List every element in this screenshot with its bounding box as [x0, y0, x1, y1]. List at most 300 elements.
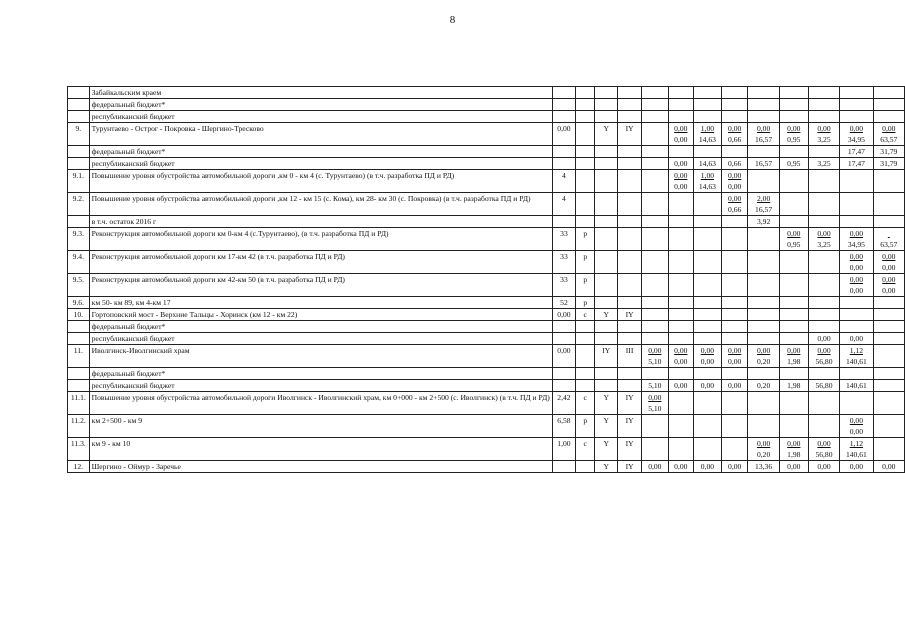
value-cell	[595, 274, 618, 297]
amount-value: 3,25	[817, 240, 831, 249]
value-cell	[873, 193, 904, 216]
description-cell: Гортоповский мост - Верхние Тальцы - Хоринск (км 12 - км 22)	[89, 309, 552, 321]
value-cell	[668, 392, 693, 415]
value-cell: 6,58	[552, 415, 575, 438]
value-cell	[721, 87, 748, 99]
planned-value: 0,00	[817, 439, 831, 448]
table-row	[68, 297, 905, 309]
value-cell	[642, 170, 669, 193]
value-cell	[808, 368, 839, 380]
value-cell	[693, 368, 721, 380]
amount-value: 5,10	[648, 404, 662, 413]
value-cell: с	[576, 309, 595, 321]
value-cell	[642, 123, 669, 146]
value-cell	[808, 251, 839, 274]
value-cell: 0,00	[552, 123, 575, 146]
value-cell	[873, 333, 904, 345]
description-cell: федеральный бюджет*	[89, 146, 552, 158]
value-cell	[595, 158, 618, 170]
table-row	[68, 228, 905, 251]
value-cell: 0,00	[668, 461, 693, 473]
planned-value: 1,00	[700, 124, 715, 133]
value-cell	[748, 193, 779, 216]
value-cell	[595, 251, 618, 274]
value-cell	[595, 321, 618, 333]
value-cell	[618, 321, 642, 333]
value-cell: 3,92	[748, 216, 779, 228]
value-cell	[552, 87, 575, 99]
roads-financing-table	[67, 86, 905, 473]
row-number-cell	[68, 380, 90, 392]
description-cell: Повышение уровня обустройства автомобильной дороги ,км 12 - км 15 (с. Кома), км 28- км 30 (с. Покровка) (в т.ч. разработка ПД и РД)	[89, 193, 552, 216]
value-cell	[576, 216, 595, 228]
description-cell: Повышение уровня обустройства автомобильной дороги ,км 0 - км 4 (с. Турунтаево) (в т.ч. разработка ПД и РД)	[89, 170, 552, 193]
value-cell	[668, 438, 693, 461]
value-cell	[552, 99, 575, 111]
value-cell	[642, 274, 669, 297]
amount-value: 34,95	[847, 240, 865, 249]
table-row	[68, 216, 905, 228]
value-cell	[840, 251, 874, 274]
value-cell	[748, 228, 779, 251]
value-cell	[748, 309, 779, 321]
amount-value: 63,57	[880, 135, 898, 144]
table-row	[68, 123, 905, 146]
value-cell	[576, 333, 595, 345]
value-cell	[642, 345, 669, 368]
value-cell	[748, 123, 779, 146]
amount-value: 5,10	[648, 357, 662, 366]
value-cell: 0,00	[808, 461, 839, 473]
value-cell	[595, 146, 618, 158]
value-cell	[668, 123, 693, 146]
value-cell: с	[576, 392, 595, 415]
value-cell	[693, 415, 721, 438]
value-cell	[721, 274, 748, 297]
value-cell	[668, 309, 693, 321]
description-cell: республиканский бюджет	[89, 158, 552, 170]
value-cell	[808, 274, 839, 297]
value-cell: р	[576, 297, 595, 309]
amount-value: 0,00	[728, 357, 742, 366]
value-cell	[595, 297, 618, 309]
planned-value: 0,00	[728, 124, 742, 133]
planned-value: 0,00	[849, 229, 864, 238]
value-cell	[693, 251, 721, 274]
row-number-cell: 9.5.	[68, 274, 90, 297]
amount-value: 0,00	[849, 263, 864, 272]
value-cell	[808, 392, 839, 415]
planned-value: 0,00	[787, 346, 801, 355]
value-cell: 17,47	[840, 158, 874, 170]
value-cell: 4	[552, 170, 575, 193]
value-cell	[693, 345, 721, 368]
value-cell: 56,80	[808, 380, 839, 392]
value-cell	[721, 99, 748, 111]
value-cell: IY	[618, 392, 642, 415]
value-cell	[618, 158, 642, 170]
value-cell: 0,00	[668, 158, 693, 170]
value-cell	[642, 146, 669, 158]
value-cell	[721, 309, 748, 321]
value-cell	[873, 297, 904, 309]
row-number-cell: 9.3.	[68, 228, 90, 251]
value-cell	[668, 415, 693, 438]
table-row	[68, 274, 905, 297]
planned-value: 0,00	[882, 124, 896, 133]
value-cell: 0,66	[721, 158, 748, 170]
value-cell: 4	[552, 193, 575, 216]
value-cell	[668, 228, 693, 251]
value-cell	[779, 99, 808, 111]
amount-value: 14,63	[698, 182, 716, 191]
planned-value: 1,12	[849, 346, 864, 355]
value-cell	[721, 111, 748, 123]
value-cell	[552, 368, 575, 380]
amount-value: 1,98	[787, 357, 801, 366]
value-cell	[618, 297, 642, 309]
value-cell	[693, 111, 721, 123]
table-row	[68, 193, 905, 216]
value-cell	[779, 345, 808, 368]
page-number: 8	[449, 14, 456, 26]
value-cell	[595, 99, 618, 111]
value-cell	[840, 87, 874, 99]
value-cell: с	[576, 438, 595, 461]
value-cell	[840, 297, 874, 309]
value-cell	[779, 392, 808, 415]
value-cell: 31,79	[873, 146, 904, 158]
value-cell	[595, 193, 618, 216]
value-cell	[642, 333, 669, 345]
value-cell	[595, 368, 618, 380]
value-cell	[668, 345, 693, 368]
value-cell	[873, 274, 904, 297]
table-row	[68, 146, 905, 158]
value-cell	[840, 111, 874, 123]
value-cell	[779, 111, 808, 123]
value-cell	[748, 111, 779, 123]
amount-value: 140,61	[845, 450, 867, 459]
value-cell: 0,00	[642, 461, 669, 473]
value-cell	[748, 99, 779, 111]
planned-value: 0,00	[849, 416, 864, 425]
row-number-cell: 11.1.	[68, 392, 90, 415]
amount-value: 16,57	[755, 135, 773, 144]
value-cell: 0,00	[873, 461, 904, 473]
table-row	[68, 380, 905, 392]
value-cell	[808, 345, 839, 368]
value-cell: р	[576, 251, 595, 274]
planned-value: 0,00	[787, 229, 801, 238]
row-number-cell: 11.	[68, 345, 90, 368]
value-cell	[779, 123, 808, 146]
value-cell	[840, 368, 874, 380]
table-row	[68, 309, 905, 321]
description-cell: Повышение уровня обустройства автомобильной дороги Иволгинск - Иволгинский храм, км 0+000 - км 2+500 (с. Иволгинск) (в т.ч. ПД и РД)	[89, 392, 552, 415]
value-cell	[642, 87, 669, 99]
planned-value: 0,00	[700, 346, 715, 355]
amount-value: 1,98	[787, 450, 801, 459]
value-cell	[840, 415, 874, 438]
value-cell	[873, 228, 904, 251]
value-cell	[642, 158, 669, 170]
value-cell	[618, 216, 642, 228]
amount-value: 0,00	[674, 182, 688, 191]
value-cell	[840, 123, 874, 146]
planned-value: 0,00	[756, 124, 771, 133]
value-cell	[748, 321, 779, 333]
value-cell: Y	[595, 392, 618, 415]
value-cell	[840, 170, 874, 193]
amount-value: 56,80	[815, 450, 833, 459]
value-cell	[668, 274, 693, 297]
value-cell	[873, 380, 904, 392]
value-cell: Y	[595, 123, 618, 146]
row-number-cell	[68, 158, 90, 170]
value-cell	[618, 228, 642, 251]
description-cell: федеральный бюджет*	[89, 321, 552, 333]
value-cell: IY	[618, 461, 642, 473]
value-cell: 0,00	[693, 461, 721, 473]
value-cell	[576, 170, 595, 193]
amount-value: 0,66	[728, 205, 742, 214]
row-number-cell: 9.	[68, 123, 90, 146]
planned-value: 0,00	[728, 171, 742, 180]
table-row	[68, 345, 905, 368]
value-cell	[693, 309, 721, 321]
value-cell	[618, 170, 642, 193]
table-row	[68, 99, 905, 111]
value-cell: 33	[552, 228, 575, 251]
row-number-cell	[68, 333, 90, 345]
table-row	[68, 438, 905, 461]
table-row	[68, 251, 905, 274]
value-cell	[748, 345, 779, 368]
value-cell	[779, 333, 808, 345]
value-cell	[808, 123, 839, 146]
value-cell	[693, 170, 721, 193]
table-row	[68, 368, 905, 380]
value-cell	[668, 333, 693, 345]
planned-value: 1,00	[700, 171, 715, 180]
value-cell	[748, 251, 779, 274]
description-cell: республиканский бюджет	[89, 333, 552, 345]
amount-value: 0,00	[674, 135, 688, 144]
amount-value: 0,95	[787, 240, 801, 249]
value-cell	[618, 333, 642, 345]
value-cell	[721, 333, 748, 345]
value-cell	[808, 87, 839, 99]
value-cell: 14,63	[693, 158, 721, 170]
value-cell	[693, 333, 721, 345]
value-cell	[808, 438, 839, 461]
row-number-cell	[68, 99, 90, 111]
amount-value: 63,57	[880, 240, 898, 249]
value-cell	[721, 228, 748, 251]
amount-value: 16,57	[755, 205, 773, 214]
value-cell	[779, 170, 808, 193]
value-cell: III	[618, 345, 642, 368]
value-cell	[552, 333, 575, 345]
value-cell	[721, 345, 748, 368]
description-cell: республиканский бюджет	[89, 380, 552, 392]
description-cell: Реконструкция автомобильной дороги км 17-км 42 (в т.ч. разработка ПД и РД)	[89, 251, 552, 274]
value-cell	[693, 438, 721, 461]
value-cell	[595, 170, 618, 193]
value-cell	[668, 87, 693, 99]
row-number-cell	[68, 368, 90, 380]
value-cell: 0,00	[840, 333, 874, 345]
value-cell	[576, 111, 595, 123]
value-cell	[642, 297, 669, 309]
value-cell	[779, 321, 808, 333]
value-cell	[873, 415, 904, 438]
value-cell: р	[576, 228, 595, 251]
value-cell	[721, 438, 748, 461]
value-cell	[721, 193, 748, 216]
value-cell	[721, 415, 748, 438]
value-cell	[779, 87, 808, 99]
value-cell	[840, 193, 874, 216]
planned-value: 0,00	[674, 346, 688, 355]
planned-value: 0,00	[787, 124, 801, 133]
value-cell	[668, 297, 693, 309]
table-row	[68, 461, 905, 473]
value-cell	[748, 392, 779, 415]
amount-value: 0,00	[882, 263, 896, 272]
value-cell	[721, 216, 748, 228]
value-cell	[721, 123, 748, 146]
amount-value: 14,63	[698, 135, 716, 144]
value-cell	[642, 392, 669, 415]
amount-value: 0,00	[849, 427, 864, 436]
value-cell	[873, 392, 904, 415]
value-cell: 0,00	[552, 309, 575, 321]
value-cell	[552, 461, 575, 473]
value-cell: 0,00	[721, 461, 748, 473]
value-cell: 0,00	[693, 380, 721, 392]
value-cell	[595, 228, 618, 251]
value-cell	[693, 99, 721, 111]
value-cell: 0,00	[721, 380, 748, 392]
value-cell	[840, 345, 874, 368]
value-cell	[576, 321, 595, 333]
value-cell	[595, 111, 618, 123]
value-cell: 52	[552, 297, 575, 309]
planned-value: 0,00	[817, 124, 831, 133]
value-cell	[748, 87, 779, 99]
value-cell	[668, 146, 693, 158]
value-cell	[840, 321, 874, 333]
value-cell	[721, 368, 748, 380]
value-cell	[576, 461, 595, 473]
value-cell	[642, 228, 669, 251]
value-cell	[779, 368, 808, 380]
value-cell	[873, 438, 904, 461]
value-cell	[668, 193, 693, 216]
value-cell: Y	[595, 438, 618, 461]
value-cell	[642, 193, 669, 216]
value-cell: 1,98	[779, 380, 808, 392]
value-cell	[808, 309, 839, 321]
planned-value: 0,00	[849, 252, 864, 261]
value-cell	[748, 297, 779, 309]
row-number-cell: 11.3.	[68, 438, 90, 461]
table-row	[68, 170, 905, 193]
value-cell	[840, 309, 874, 321]
table-row	[68, 321, 905, 333]
value-cell: 0,20	[748, 380, 779, 392]
value-cell	[808, 111, 839, 123]
value-cell	[808, 99, 839, 111]
value-cell	[748, 146, 779, 158]
value-cell	[618, 99, 642, 111]
value-cell	[721, 321, 748, 333]
value-cell: Y	[595, 415, 618, 438]
value-cell	[552, 216, 575, 228]
description-cell: Реконструкция автомобильной дороги км 42-км 50 (в т.ч. разработка ПД и РД)	[89, 274, 552, 297]
planned-value: 0,00	[756, 439, 771, 448]
value-cell: 3,25	[808, 158, 839, 170]
value-cell	[668, 321, 693, 333]
value-cell	[552, 158, 575, 170]
row-number-cell: 9.1.	[68, 170, 90, 193]
planned-value: 0,00	[728, 346, 742, 355]
description-cell: км 9 - км 10	[89, 438, 552, 461]
description-cell: республиканский бюджет	[89, 111, 552, 123]
planned-value: 0,00	[756, 346, 771, 355]
row-number-cell: 9.2.	[68, 193, 90, 216]
value-cell	[668, 368, 693, 380]
row-number-cell	[68, 321, 90, 333]
value-cell	[721, 146, 748, 158]
value-cell: р	[576, 274, 595, 297]
value-cell	[618, 368, 642, 380]
planned-value: 0,00	[648, 346, 662, 355]
value-cell	[668, 170, 693, 193]
value-cell	[576, 87, 595, 99]
value-cell: 33	[552, 251, 575, 274]
value-cell	[873, 309, 904, 321]
value-cell	[642, 321, 669, 333]
value-cell: 0,00	[552, 345, 575, 368]
planned-value: 0,00	[817, 229, 831, 238]
row-number-cell	[68, 111, 90, 123]
value-cell	[721, 170, 748, 193]
value-cell: 33	[552, 274, 575, 297]
amount-value: 0,95	[787, 135, 801, 144]
value-cell	[642, 251, 669, 274]
table-row	[68, 415, 905, 438]
table-row	[68, 333, 905, 345]
value-cell	[552, 146, 575, 158]
value-cell	[808, 297, 839, 309]
value-cell: 13,36	[748, 461, 779, 473]
value-cell	[576, 158, 595, 170]
value-cell	[873, 111, 904, 123]
value-cell	[808, 170, 839, 193]
value-cell	[693, 123, 721, 146]
amount-value: 0,20	[756, 450, 771, 459]
value-cell	[779, 309, 808, 321]
row-number-cell	[68, 146, 90, 158]
value-cell	[668, 111, 693, 123]
value-cell	[873, 345, 904, 368]
description-cell: Шергино - Оймур - Заречье	[89, 461, 552, 473]
amount-value: 0,00	[882, 286, 896, 295]
amount-value: 0,00	[700, 357, 715, 366]
